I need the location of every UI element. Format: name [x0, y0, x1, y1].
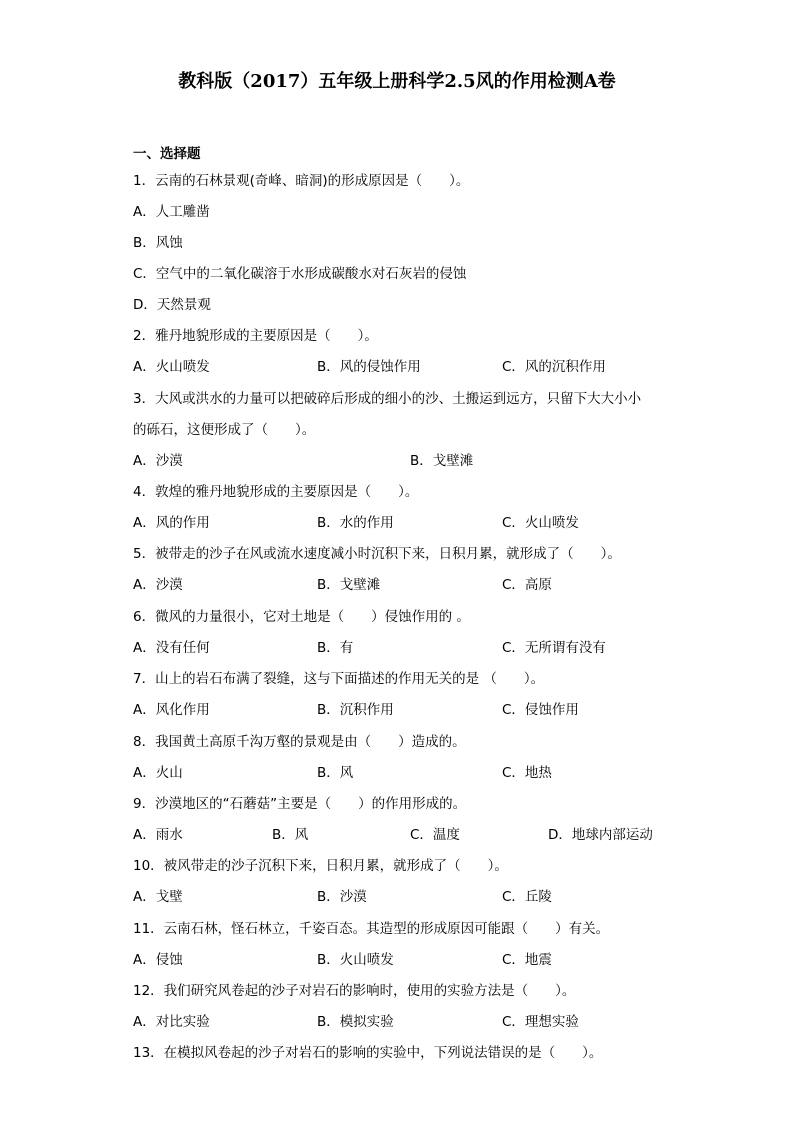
- question-7-stem: 7．山上的岩石布满了裂缝，这与下面描述的作用无关的是 （ ）。: [133, 671, 545, 687]
- question-8-stem: 8．我国黄土高原千沟万壑的景观是由（ ）造成的。: [133, 734, 466, 750]
- question-5-option-c: C．高原: [502, 577, 552, 593]
- question-2-option-a: A．火山喷发: [133, 359, 210, 375]
- question-1-stem: 1．云南的石林景观(奇峰、暗洞)的形成原因是（ ）。: [133, 173, 470, 189]
- question-1-option-a: A．人工雕凿: [133, 204, 210, 220]
- question-11-stem: 11．云南石林，怪石林立，千姿百态。其造型的形成原因可能跟（ ）有关。: [133, 921, 610, 937]
- page-title: 教科版（2017）五年级上册科学2.5风的作用检测A卷: [178, 71, 616, 92]
- question-10-option-c: C．丘陵: [502, 889, 552, 905]
- question-9-stem: 9．沙漠地区的“石蘑菇”主要是（ ）的作用形成的。: [133, 796, 467, 812]
- question-11-option-b: B．火山喷发: [317, 952, 394, 968]
- question-4-option-b: B．水的作用: [317, 515, 394, 531]
- question-10-option-a: A．戈壁: [133, 889, 183, 905]
- question-6-option-b: B．有: [317, 640, 354, 656]
- question-11-option-c: C．地震: [502, 952, 552, 968]
- question-12-stem: 12．我们研究风卷起的沙子对岩石的影响时，使用的实验方法是（ ）。: [133, 983, 576, 999]
- question-4-option-c: C．火山喷发: [502, 515, 579, 531]
- question-1-option-d: D．天然景观: [133, 297, 211, 313]
- question-5-option-a: A．沙漠: [133, 577, 183, 593]
- question-4-stem: 4．敦煌的雅丹地貌形成的主要原因是（ ）。: [133, 484, 419, 500]
- question-12-option-c: C．理想实验: [502, 1014, 579, 1030]
- question-11-option-a: A．侵蚀: [133, 952, 183, 968]
- question-2-stem: 2．雅丹地貌形成的主要原因是（ ）。: [133, 328, 378, 344]
- question-10-stem: 10．被风带走的沙子沉积下来，日积月累，就形成了（ ）。: [133, 858, 508, 874]
- question-7-option-b: B．沉积作用: [317, 702, 394, 718]
- question-9-option-a: A．雨水: [133, 827, 183, 843]
- question-9-option-d: D．地球内部运动: [548, 827, 653, 843]
- question-7-option-a: A．风化作用: [133, 702, 210, 718]
- question-10-option-b: B．沙漠: [317, 889, 367, 905]
- question-2-option-c: C．风的沉积作用: [502, 359, 606, 375]
- question-4-option-a: A．风的作用: [133, 515, 210, 531]
- question-6-stem: 6．微风的力量很小，它对土地是（ ）侵蚀作用的 。: [133, 609, 470, 625]
- question-12-option-a: A．对比实验: [133, 1014, 210, 1030]
- question-8-option-c: C．地热: [502, 765, 552, 781]
- question-3-stem-line-1: 3．大风或洪水的力量可以把破碎后形成的细小的沙、土搬运到远方，只留下大大小小: [133, 391, 642, 407]
- question-1-option-c: C．空气中的二氧化碳溶于水形成碳酸水对石灰岩的侵蚀: [133, 266, 467, 282]
- question-9-option-c: C．温度: [410, 827, 460, 843]
- question-5-option-b: B．戈壁滩: [317, 577, 381, 593]
- question-6-option-a: A．没有任何: [133, 640, 210, 656]
- question-12-option-b: B．模拟实验: [317, 1014, 394, 1030]
- question-3-option-b: B．戈壁滩: [410, 453, 474, 469]
- question-9-option-b: B．风: [272, 827, 309, 843]
- question-13-stem: 13．在模拟风卷起的沙子对岩石的影响的实验中，下列说法错误的是（ ）。: [133, 1045, 603, 1061]
- section-heading: 一、选择题: [133, 146, 201, 162]
- question-3-option-a: A．沙漠: [133, 453, 183, 469]
- question-8-option-a: A．火山: [133, 765, 183, 781]
- question-8-option-b: B．风: [317, 765, 354, 781]
- question-6-option-c: C．无所谓有没有: [502, 640, 606, 656]
- question-5-stem: 5．被带走的沙子在风或流水速度减小时沉积下来，日积月累，就形成了（ ）。: [133, 546, 621, 562]
- question-7-option-c: C．侵蚀作用: [502, 702, 579, 718]
- question-1-option-b: B．风蚀: [133, 235, 183, 251]
- question-2-option-b: B．风的侵蚀作用: [317, 359, 421, 375]
- question-3-stem-line-2: 的砾石，这便形成了（ ）。: [133, 422, 316, 438]
